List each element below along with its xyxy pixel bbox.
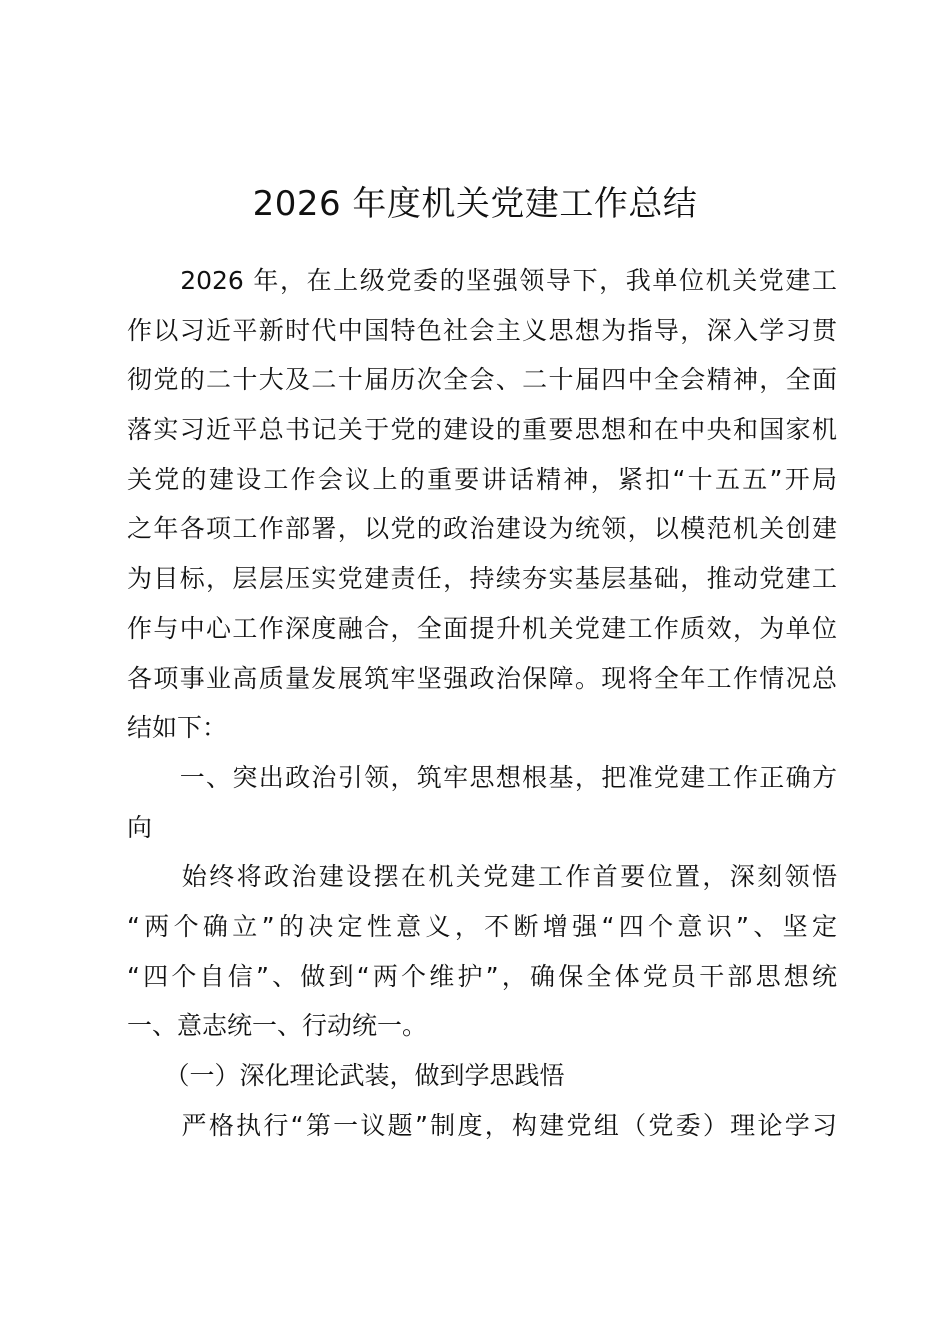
body-line: 各项事业高质量发展筑牢坚强政治保障。现将全年工作情况总 (127, 663, 837, 693)
body-line: 一、意志统一、行动统一。 (127, 1011, 428, 1041)
body-line: 关党的建设工作会议上的重要讲话精神，紧扣“十五五”开局 (127, 464, 837, 494)
body-line: 向 (127, 812, 153, 842)
body-line: 落实习近平总书记关于党的建设的重要思想和在中央和国家机 (127, 415, 837, 445)
body-line: “两个确立”的决定性意义，不断增强“四个意识”、坚定 (127, 911, 837, 941)
body-line: 彻党的二十大及二十届历次全会、二十届四中全会精神，全面 (127, 365, 837, 395)
body-line: 作以习近平新时代中国特色社会主义思想为指导，深入学习贯 (127, 315, 837, 345)
body-line: 一、突出政治引领，筑牢思想根基，把准党建工作正确方 (127, 762, 837, 792)
body-line: 之年各项工作部署，以党的政治建设为统领，以模范机关创建 (127, 514, 837, 544)
document-body (127, 256, 837, 1150)
body-line: 作与中心工作深度融合，全面提升机关党建工作质效，为单位 (127, 613, 837, 643)
body-line: 结如下： (127, 713, 228, 743)
body-line: “四个自信”、做到“两个维护”，确保全体党员干部思想统 (127, 961, 837, 991)
body-line: （一）深化理论武装，做到学思践悟 (127, 1061, 565, 1090)
body-line: 为目标，层层压实党建责任，持续夯实基层基础，推动党建工 (127, 564, 837, 594)
document-title: 2026 年度机关党建工作总结 (252, 184, 698, 224)
body-line: 2026 年，在上级党委的坚强领导下，我单位机关党建工 (127, 266, 837, 295)
body-line: 始终将政治建设摆在机关党建工作首要位置，深刻领悟 (127, 862, 837, 892)
body-line: 严格执行“第一议题”制度，构建党组（党委）理论学习 (127, 1110, 837, 1140)
